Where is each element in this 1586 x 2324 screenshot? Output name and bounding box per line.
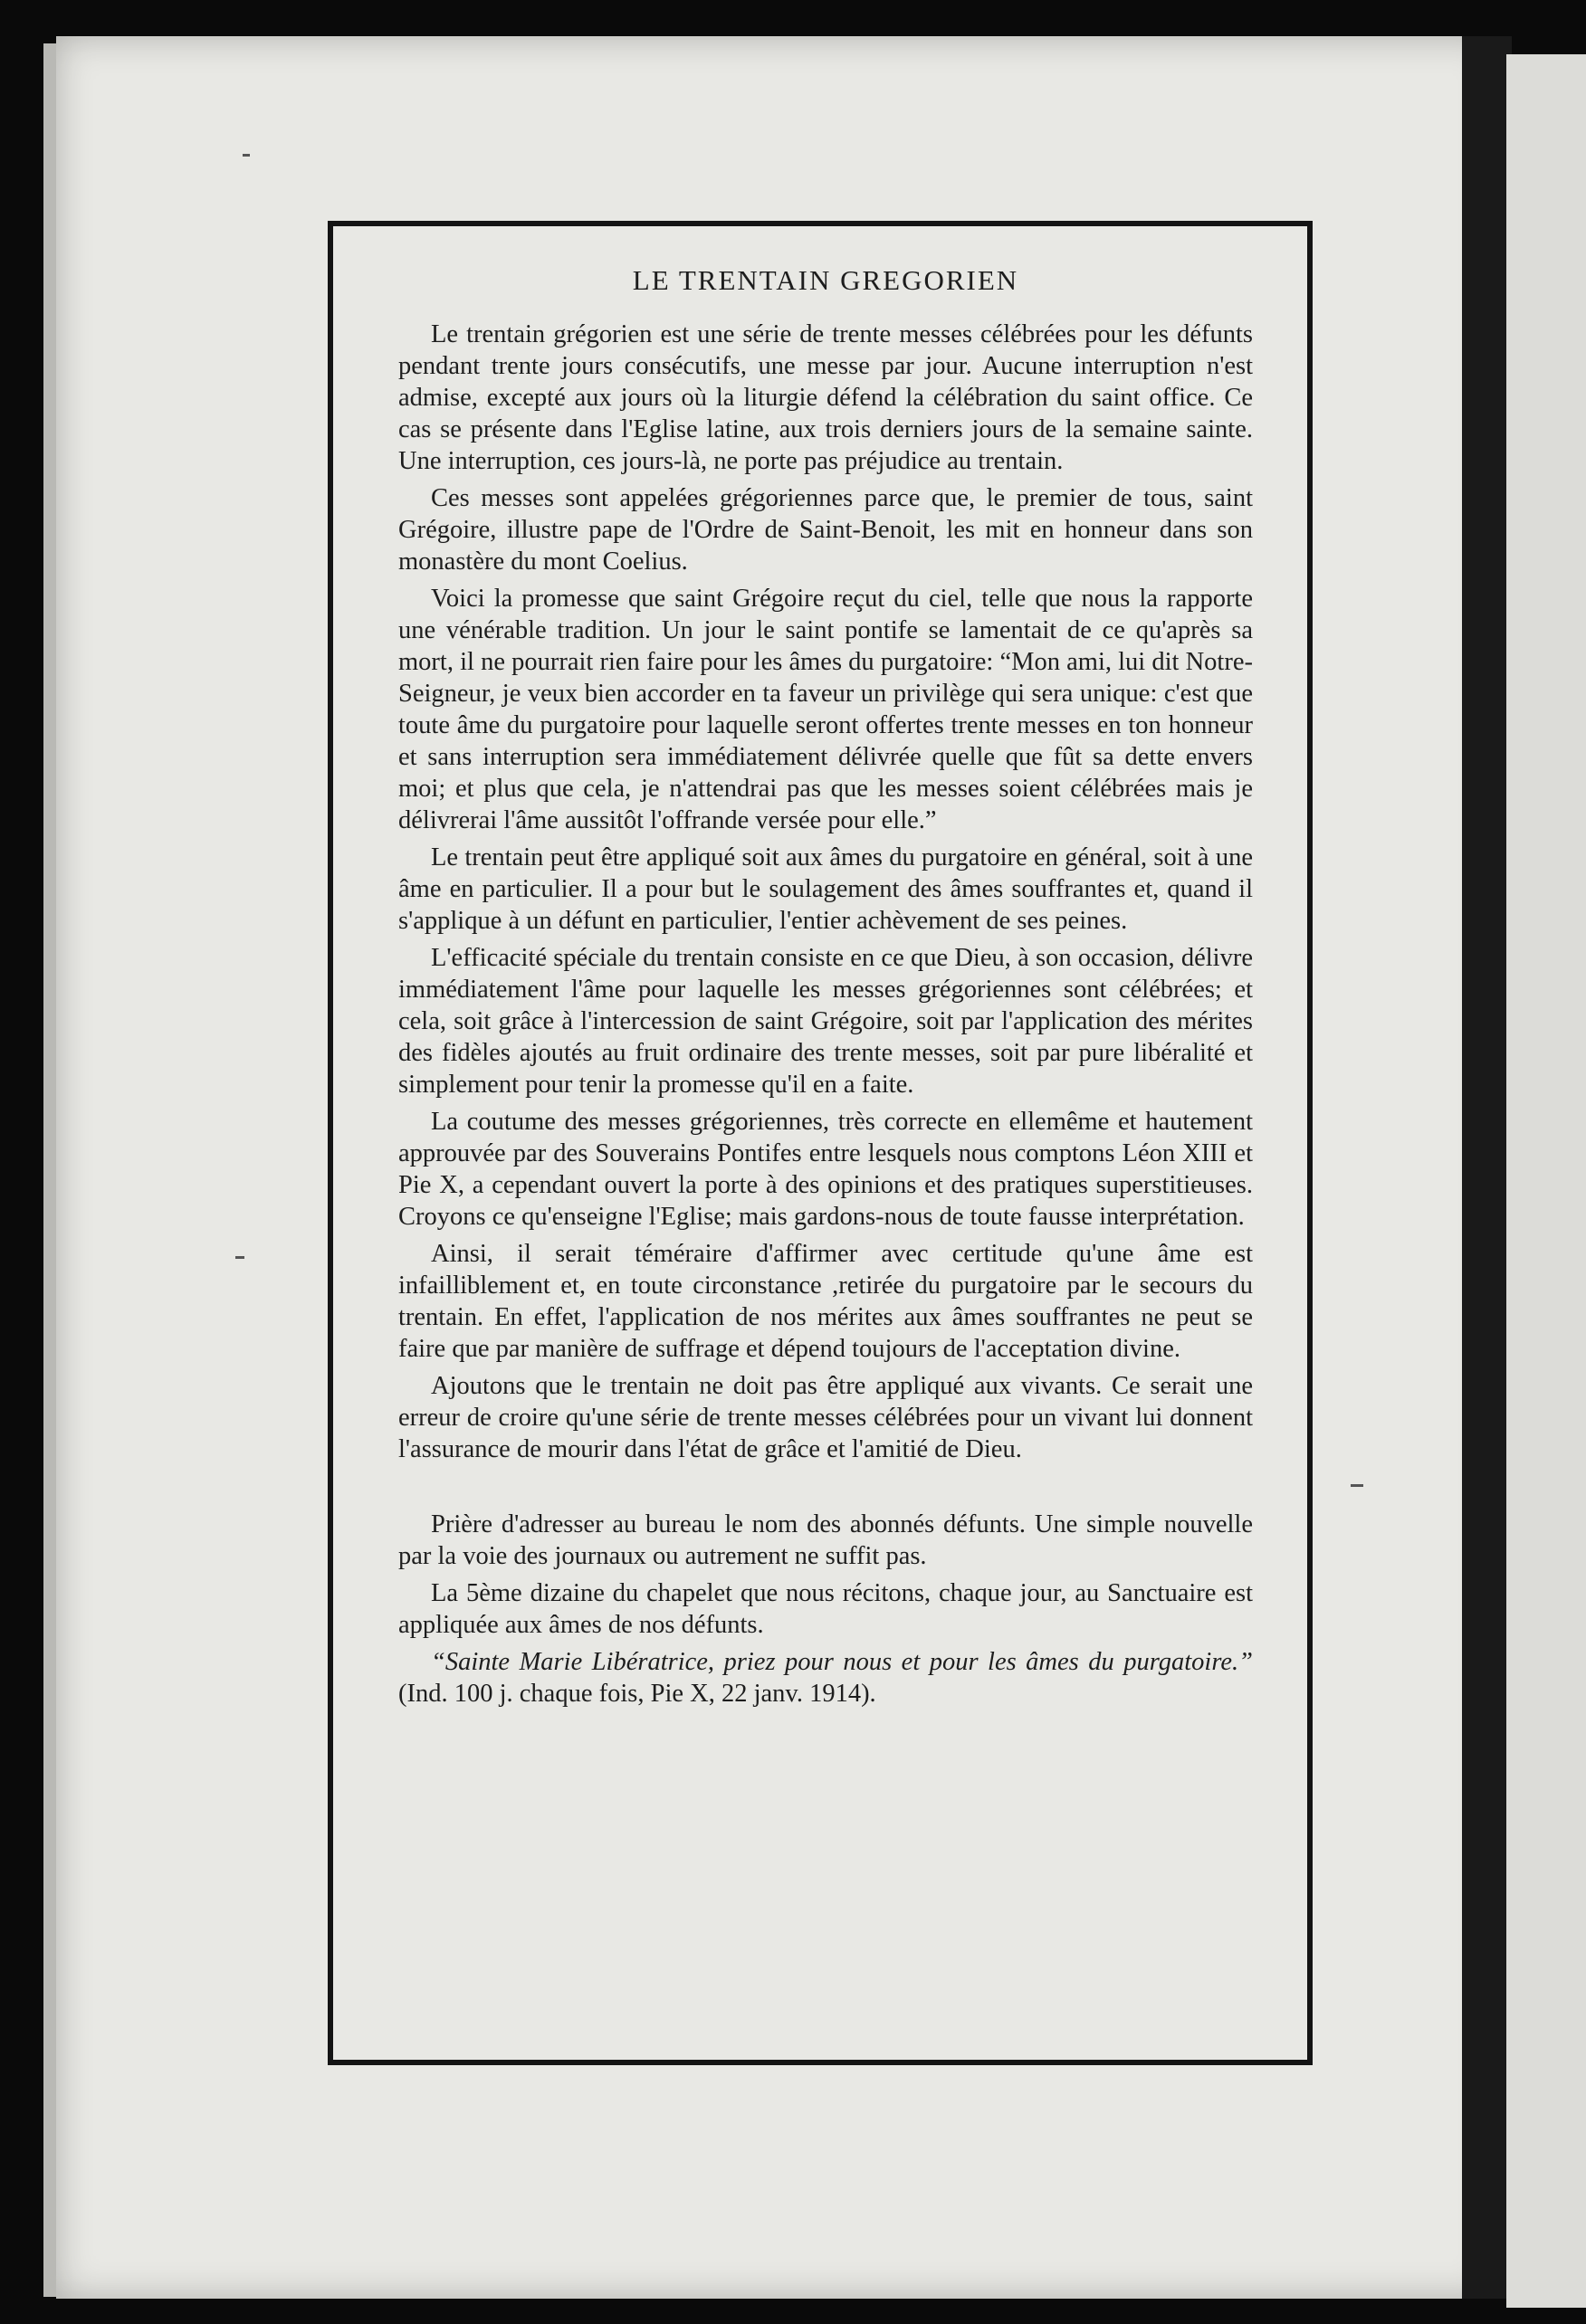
paragraph-5: L'efficacité spéciale du trentain consiste en ce que Dieu, à son occasion, délivre immédiatement l'âme pour laquelle les messes grégoriennes sont célébrées; et cela, soit grâce à l'intercession de saint Grégoire, soit par l'application des mérites des fidèles ajoutés au fruit ordinaire des trente messes, soit par pure libéralité et simplement pour tenir la promesse qu'il en a faite. [398, 944, 1253, 1099]
paragraph-6: La coutume des messes grégoriennes, très correcte en ellemême et hautement approuvée par des Souverains Pontifes entre lesquels nous comptons Léon XIII et Pie X, a cependant ouvert la porte à des opinions et des pratiques superstitieuses. Croyons ce qu'enseigne l'Eglise; mais gardons-nous de toute fausse interprétation. [398, 1108, 1253, 1231]
paragraph-4: Le trentain peut être appliqué soit aux âmes du purgatoire en général, soit à une âme en particulier. Il a pour but le soulagement des âmes souffrantes et, quand il s'applique à un défunt en particulier, l'entier achèvement de ses peines. [398, 843, 1253, 935]
prayer-text: “Sainte Marie Libératrice, priez pour nous et pour les âmes du purgatoire.” [431, 1648, 1253, 1676]
paragraph-8: Ajoutons que le trentain ne doit pas être appliqué aux vivants. Ce serait une erreur de croire qu'une série de trente messes célébrées pour un vivant lui donnent l'assurance de mourir dans l'état de grâce et l'amitié de Dieu. [398, 1372, 1253, 1463]
notice-chapelet: La 5ème dizaine du chapelet que nous récitons, chaque jour, au Sanctuaire est appliquée aux âmes de nos défunts. [398, 1579, 1253, 1639]
paragraph-2: Ces messes sont appelées grégoriennes parce que, le premier de tous, saint Grégoire, illustre pape de l'Ordre de Saint-Benoit, les mit en honneur dans son monastère du mont Coelius. [398, 484, 1253, 576]
speck [243, 154, 250, 157]
prayer [398, 1646, 1253, 1710]
paragraph-1: Le trentain grégorien est une série de trente messes célébrées pour les défunts pendant trente jours consécutifs, une messe par jour. Aucune interruption n'est admise, excepté aux jours où la liturgie défend la célébration du saint office. Ce cas se présente dans l'Eglise latine, aux trois derniers jours de la semaine sainte. Une interruption, ces jours-là, ne porte pas préjudice au trentain. [398, 320, 1253, 475]
paragraph-3: Voici la promesse que saint Grégoire reçut du ciel, telle que nous la rapporte une vénérable tradition. Un jour le saint pontife se lamentait de ce qu'après sa mort, il ne pourrait rien faire pour les âmes du purgatoire: “Mon ami, lui dit Notre-Seigneur, je veux bien accorder en ta faveur un privilège qui sera unique: c'est que toute âme du purgatoire pour laquelle seront offertes trente messes en ton honneur et sans interruption sera immédiatement délivrée quelle que fût sa dette envers moi; et plus que cela, je n'attendrai pas que les messes soient célébrées mais je délivrerai l'âme aussitôt l'offrande versée pour elle.” [398, 585, 1253, 834]
notice-defunts: Prière d'adresser au bureau le nom des abonnés défunts. Une simple nouvelle par la voie des journaux ou autrement ne suffit pas. [398, 1510, 1253, 1570]
paragraph-7: Ainsi, il serait téméraire d'affirmer avec certitude qu'une âme est infailliblement et, en toute circonstance ,retirée du purgatoire par le secours du trentain. En effet, l'application de nos mérites aux âmes souffrantes ne peut se faire que par manière de suffrage et dépend toujours de l'acceptation divine. [398, 1240, 1253, 1363]
prayer-indulgence: (Ind. 100 j. chaque fois, Pie X, 22 janv. 1914). [398, 1680, 876, 1708]
article-title: LE TRENTAIN GREGORIEN [632, 264, 1019, 296]
article-content [398, 264, 1253, 1715]
speck [235, 1256, 244, 1259]
speck [1351, 1484, 1363, 1487]
article-frame [328, 221, 1313, 2065]
binding-shadow [1462, 36, 1512, 2299]
next-page-edge [1506, 54, 1586, 2308]
